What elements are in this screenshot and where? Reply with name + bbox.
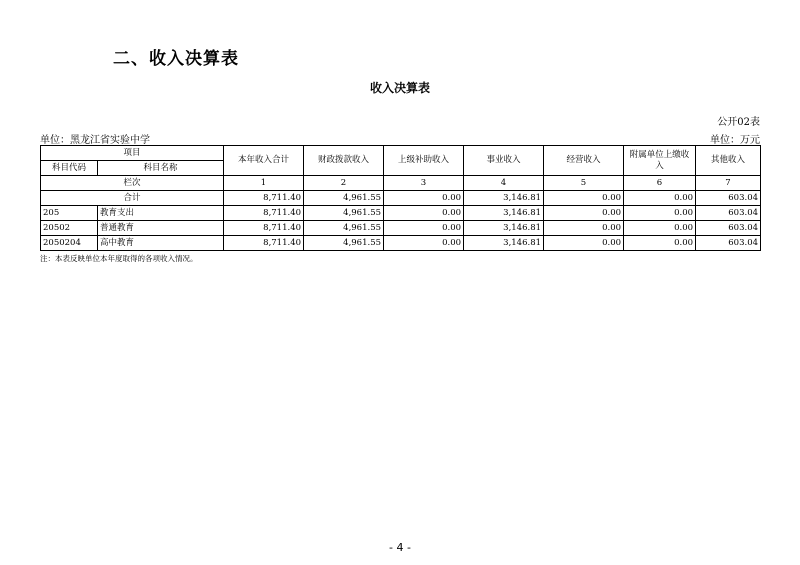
cell-value: 4,961.55 [304,236,384,251]
col-num: 5 [544,176,624,191]
subject-code: 2050204 [41,236,98,251]
cell-value: 0.00 [384,221,464,236]
header-subject-name: 科目名称 [98,161,224,176]
cell-value: 0.00 [544,236,624,251]
cell-value: 0.00 [624,236,696,251]
cell-value: 0.00 [544,191,624,206]
cell-value: 8,711.40 [224,236,304,251]
col-num: 6 [624,176,696,191]
total-row [41,191,761,206]
subject-name: 普通教育 [98,221,224,236]
table-row [41,221,761,236]
table-row [41,206,761,221]
cell-value: 603.04 [696,191,761,206]
cell-value: 3,146.81 [464,221,544,236]
table-row [41,236,761,251]
subject-code: 205 [41,206,98,221]
table-note: 注：本表反映单位本年度取得的各项收入情况。 [40,254,198,263]
column-index-row [41,176,761,191]
cell-value: 603.04 [696,206,761,221]
currency-unit: 单位：万元 [710,135,760,146]
header-superior-subsidy: 上级补助收入 [384,146,464,176]
col-num: 2 [304,176,384,191]
cell-value: 0.00 [544,206,624,221]
cell-value: 0.00 [384,191,464,206]
total-label: 合计 [41,191,224,206]
subject-name: 高中教育 [98,236,224,251]
header-row-1 [41,146,761,161]
reporting-unit: 单位：黑龙江省实验中学 [40,135,150,146]
header-item: 项目 [41,146,224,161]
subject-name: 教育支出 [98,206,224,221]
cell-value: 603.04 [696,236,761,251]
income-table [40,145,761,251]
form-code: 公开02表 [717,117,760,128]
table-title: 收入决算表 [369,81,430,95]
page-number: - 4 - [389,541,411,554]
cell-value: 4,961.55 [304,221,384,236]
cell-value: 8,711.40 [224,206,304,221]
cell-value: 4,961.55 [304,191,384,206]
subject-code: 20502 [41,221,98,236]
header-total-income: 本年收入合计 [224,146,304,176]
cell-value: 3,146.81 [464,206,544,221]
cell-value: 0.00 [624,206,696,221]
cell-value: 0.00 [624,191,696,206]
cell-value: 0.00 [544,221,624,236]
col-num: 3 [384,176,464,191]
cell-value: 4,961.55 [304,206,384,221]
cell-value: 0.00 [624,221,696,236]
header-business-income: 事业收入 [464,146,544,176]
header-fiscal-income: 财政拨款收入 [304,146,384,176]
header-operating-income: 经营收入 [544,146,624,176]
cell-value: 8,711.40 [224,221,304,236]
col-num: 7 [696,176,761,191]
header-other-income: 其他收入 [696,146,761,176]
cell-value: 3,146.81 [464,191,544,206]
col-num: 1 [224,176,304,191]
cell-value: 8,711.40 [224,191,304,206]
col-num: 4 [464,176,544,191]
row-index-label: 栏次 [41,176,224,191]
section-title: 二、收入决算表 [113,49,239,69]
cell-value: 603.04 [696,221,761,236]
cell-value: 3,146.81 [464,236,544,251]
header-affiliate-income: 附属单位上缴收入 [624,146,696,176]
cell-value: 0.00 [384,206,464,221]
header-subject-code: 科目代码 [41,161,98,176]
cell-value: 0.00 [384,236,464,251]
